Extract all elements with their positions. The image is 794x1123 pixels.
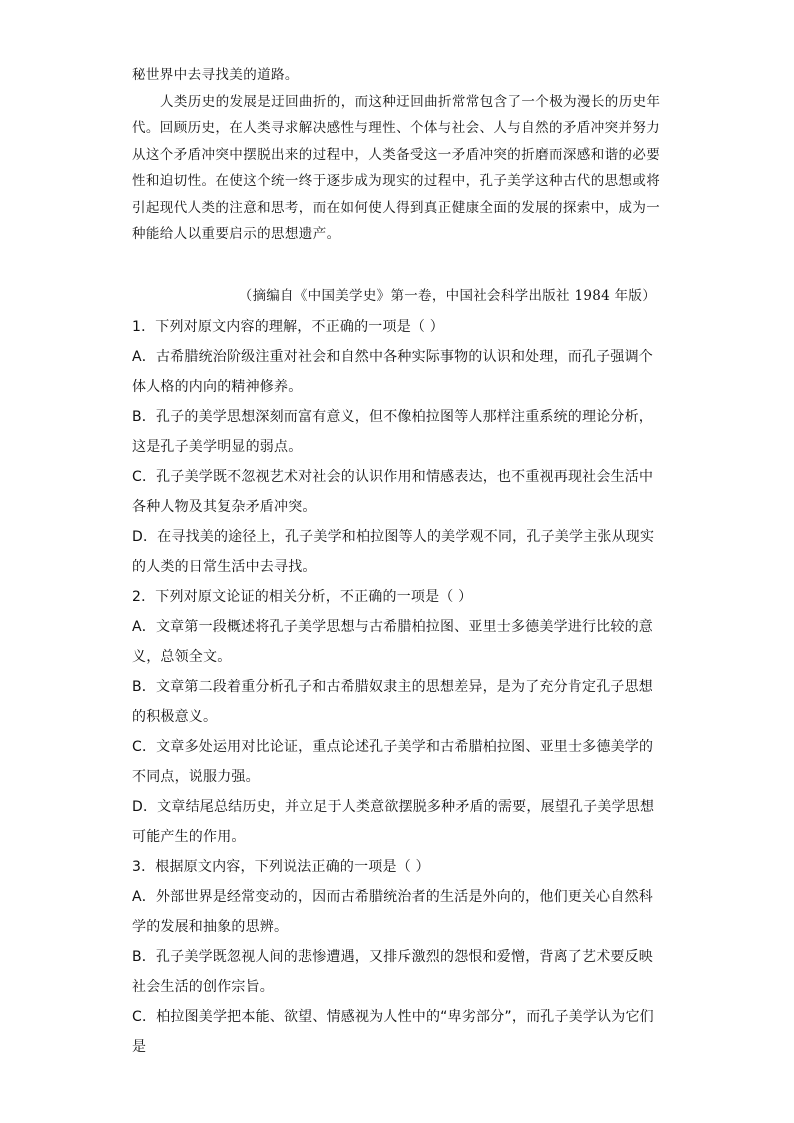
option-b: B．孔子的美学思想深刻而富有意义，但不像柏拉图等人那样注重系统的理论分析，这是孔子美学明显的弱点。 (132, 409, 654, 455)
source-citation: （摘编自《中国美学史》第一卷，中国社会科学出版社 1984 年版） (238, 288, 656, 304)
question-3 (132, 852, 664, 1062)
option-b: B．文章第二段着重分析孔子和古希腊奴隶主的思想差异，是为了充分肯定孔子思想的积极意义。 (132, 679, 654, 725)
passage-paragraph: 人类历史的发展是迂回曲折的，而这种迂回曲折常常包含了一个极为漫长的历史年代。回顾历史，在人类寻求解决感性与理性、个体与社会、人与自然的矛盾冲突并努力从这个矛盾冲突中摆脱出来的过程中，人类备受这一矛盾冲突的折磨而深感和谐的必要性和迫切性。在使这个统一终于逐步成为现实的过程中，孔子美学这种古代的思想或将引起现代人类的注意和思考，而在如何使人得到真正健康全面的发展的探索中，成为一种能给人以重要启示的思想遗产。 (132, 93, 661, 242)
passage-continued-line: 秘世界中去寻找美的道路。 (132, 67, 299, 83)
option-b: B．孔子美学既忽视人间的悲惨遭遇，又排斥激烈的怨恨和爱憎，背离了艺术要反映社会生活的创作宗旨。 (132, 949, 654, 995)
option-c: C．文章多处运用对比论证，重点论述孔子美学和古希腊柏拉图、亚里士多德美学的不同点，说服力强。 (132, 739, 654, 785)
option-c: C．柏拉图美学把本能、欲望、情感视为人性中的“卑劣部分”，而孔子美学认为它们是 (132, 1009, 654, 1055)
option-a: A．古希腊统治阶级注重对社会和自然中各种实际事物的认识和处理，而孔子强调个体人格的内向的精神修养。 (132, 349, 653, 395)
option-d: D．文章结尾总结历史，并立足于人类意欲摆脱多种矛盾的需要，展望孔子美学思想可能产生的作用。 (132, 799, 655, 845)
question-list (132, 312, 664, 1062)
question-2 (132, 582, 664, 852)
option-a: A．外部世界是经常变动的，因而古希腊统治者的生活是外向的，他们更关心自然科学的发展和抽象的思辨。 (132, 889, 653, 935)
question-1 (132, 312, 664, 582)
question-stem: 3．根据原文内容，下列说法正确的一项是（ ） (132, 859, 430, 875)
option-a: A．文章第一段概述将孔子美学思想与古希腊柏拉图、亚里士多德美学进行比较的意义，总领全文。 (132, 619, 653, 665)
option-c: C．孔子美学既不忽视艺术对社会的认识作用和情感表达，也不重视再现社会生活中各种人物及其复杂矛盾冲突。 (132, 469, 654, 515)
question-stem: 1．下列对原文内容的理解，不正确的一项是（ ） (132, 319, 444, 335)
passage-excerpt (132, 62, 664, 248)
question-stem: 2．下列对原文论证的相关分析，不正确的一项是（ ） (132, 589, 473, 605)
option-d: D．在寻找美的途径上，孔子美学和柏拉图等人的美学观不同，孔子美学主张从现实的人类的日常生活中去寻找。 (132, 529, 655, 575)
